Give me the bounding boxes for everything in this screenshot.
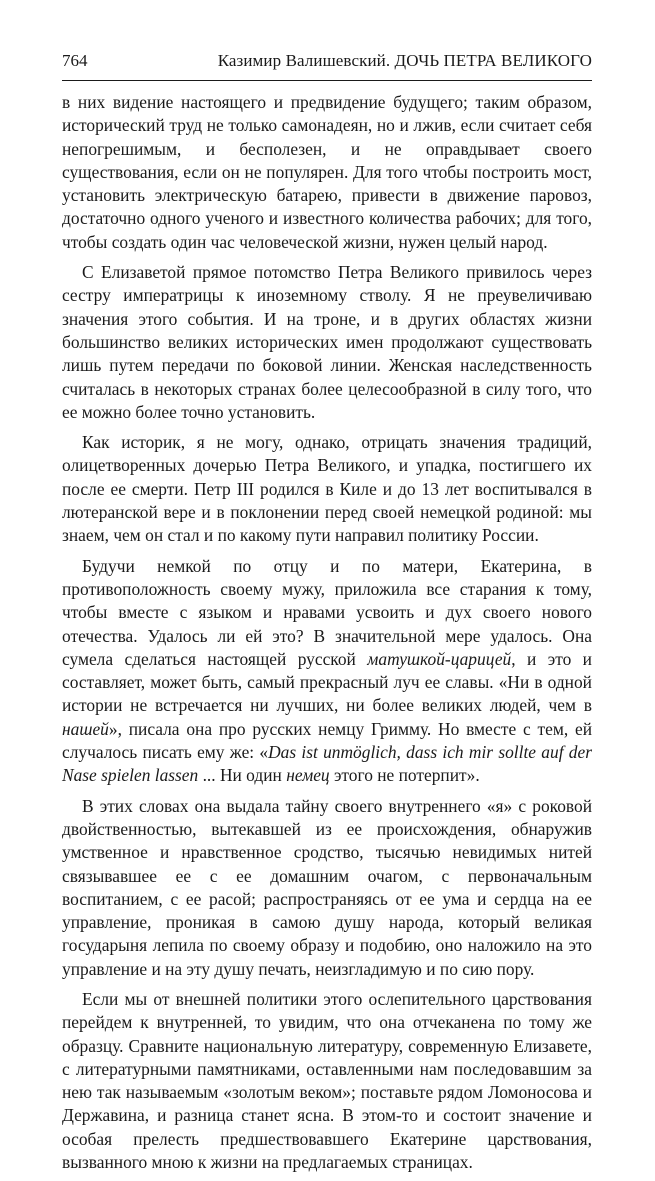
text-run: в них видение настоящего и предвидение будущего; таким образом, исторический труд не только самонадеян, но и лжив, если считает себя непогрешимым, и бесполезен, и не оправдывает своего существования, если он не популярен. Для того чтобы построить мост, установить электрическую батарею, привести в движение паровоз, достаточно одного ученого и известного количества рабочих; для того, чтобы создать один час человеческой жизни, нужен целый народ. (62, 92, 592, 252)
text-run: , и это и составляет, может быть, самый прекрасный луч ее славы. «Ни в одной истории не встречается ни лучших, ни более великих людей, чем в (62, 648, 592, 716)
header-rule (62, 80, 592, 81)
text-run: Будучи немкой по отцу и по матери, Екатерина, в противоположность своему мужу, приложила все старания к тому, чтобы вместе с языком и нравами усвоить и дух своего нового отечества. Удалось ли ей это? В значительной мере удалось. Она сумела сделаться настоящей русской (62, 555, 592, 669)
text-run: этого не потерпит». (329, 765, 480, 786)
paragraph (62, 555, 592, 788)
paragraph (62, 431, 592, 547)
text-run: В этих словах она выдала тайну своего внутреннего «я» с роковой двойственностью, вытекавшей из ее происхождения, обнаружив умственное и нравственное сродство, тысячью невидимых нитей связывавшее ее с ее домашним очагом, с первоначальным воспитанием, с ее расой; распространяясь от ее ума и сердца на ее управление, проникая в самою душу народа, который великая государыня лепила по своему образу и подобию, оно наложило на это управление и на эту душу печать, неизгладимую и по сию пору. (62, 795, 592, 979)
body-text (62, 91, 592, 1181)
page-number: 764 (62, 51, 88, 70)
text-run: С Елизаветой прямое потомство Петра Великого привилось через сестру императрицы к иноземному стволу. Я не преувеличиваю значения этого события. И на троне, и в других областях жизни большинство великих исторических имен продолжают существовать лишь путем передачи по боковой линии. Женская наследственность считалась в некоторых странах более целесообразной в силу того, что ее можно более точно установить. (62, 262, 592, 422)
text-run: », писала она про русских немцу Гримму. Но вместе с тем, ей случалось писать ему же: « (62, 718, 592, 763)
italic-phrase: немец (286, 765, 330, 786)
paragraph (62, 261, 592, 424)
running-title: Казимир Валишевский. ДОЧЬ ПЕТРА ВЕЛИКОГО (217, 51, 592, 70)
paragraph (62, 795, 592, 981)
paragraph (62, 91, 592, 254)
paragraph (62, 988, 592, 1174)
page-header (62, 50, 592, 72)
text-run: Если мы от внешней политики этого ослепительного царствования перейдем к внутренней, то увидим, что она отчеканена по тому же образцу. Сравните национальную литературу, современную Елизавете, с литературными памятниками, оставленными нам последовавшим за нею так называемым «золотым веком»; поставьте рядом Ломоносова и Державина, и разница станет ясна. В этом-то и состоит значение и особая прелесть предшествовавшего Екатерине царствования, вызванного мною к жизни на предлагаемых страницах. (62, 988, 592, 1173)
italic-quote-german: Das ist unmöglich, dass ich mir sollte auf der Nase spielen lassen (62, 742, 592, 786)
italic-phrase: нашей (62, 718, 109, 739)
text-run: Как историк, я не могу, однако, отрицать значения традиций, олицетворенных дочерью Петра Великого, и упадка, постигшего их после ее смерти. Петр III родился в Киле и до 13 лет воспитывался в лютеранской вере и в поклонении перед своей немецкой родиной: мы знаем, чем он стал и по какому пути направил политику России. (62, 432, 592, 546)
text-run: ... Ни один (198, 765, 287, 786)
italic-phrase: матушкой-царицей (367, 648, 512, 669)
